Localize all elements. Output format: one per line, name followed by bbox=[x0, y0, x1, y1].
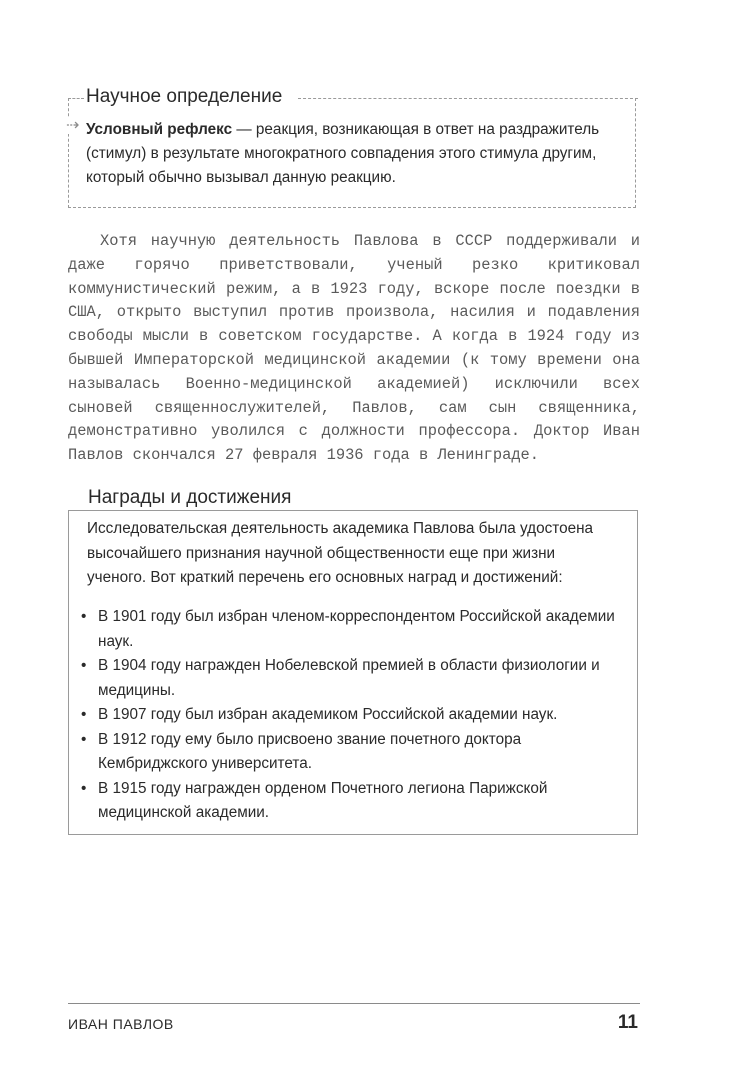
definition-header bbox=[68, 84, 638, 112]
awards-title: Награды и достижения bbox=[88, 487, 292, 508]
bullet-icon: • bbox=[81, 706, 87, 723]
footer-book-title: ИВАН ПАВЛОВ bbox=[68, 1016, 174, 1032]
definition-body: — реакция, возникающая в ответ на раздражитель (стимул) в результате многократного совпадения этого стимула другим, который обычно вызывал данную реакцию. bbox=[86, 121, 600, 186]
definition-box bbox=[68, 84, 638, 210]
definition-title: Научное определение bbox=[86, 86, 296, 108]
bullet-icon: • bbox=[81, 657, 87, 674]
list-item bbox=[81, 703, 621, 728]
definition-text bbox=[86, 118, 620, 190]
definition-header-line-left bbox=[68, 98, 84, 99]
list-item-text: В 1901 году был избран членом-корреспондентом Российской академии наук. bbox=[98, 608, 615, 650]
bullet-icon: • bbox=[81, 730, 87, 748]
list-item bbox=[81, 728, 621, 777]
awards-intro: Исследовательская деятельность академика Павлова была удостоена высочайшего признания научной общественности еще при жизни ученого. Вот краткий перечень его основных наград и достижений: bbox=[87, 520, 594, 586]
page-number: 11 bbox=[617, 1012, 638, 1033]
bullet-icon: • bbox=[81, 608, 87, 625]
list-item bbox=[81, 605, 621, 654]
awards-list bbox=[81, 605, 621, 826]
list-item-text: В 1915 году награжден орденом Почетного легиона Парижской медицинской академии. bbox=[98, 779, 548, 821]
definition-term: Условный рефлекс bbox=[86, 121, 233, 138]
list-item bbox=[81, 777, 621, 826]
main-paragraph: Хотя научную деятельность Павлова в СССР поддерживали и даже горячо приветствовали, ученый резко критиковал коммунистический режим, а в 1923 году, вскоре после поездки в США, открыто выступил против произвола, насилия и подавления свободы мысли в советском государстве. А когда в 1924 году из бывшей Императорской медицинской академии (к тому времени она называлась Военно-медицинской академией) исключили всех сыновей священнослужителей, Павлов, сам сын священника, демонстративно уволился с должности профессора. Доктор Иван Павлов скончался 27 февраля 1936 года в Ленинграде. bbox=[68, 232, 640, 465]
dashed-arrow-icon: ⇢ bbox=[66, 117, 80, 134]
list-item bbox=[81, 654, 621, 703]
list-item-text: В 1907 году был избран академиком Российской академии наук. bbox=[98, 706, 558, 723]
awards-box bbox=[68, 510, 638, 835]
footer-divider bbox=[68, 1003, 640, 1004]
list-item-text: В 1904 году награжден Нобелевской премией в области физиологии и медицины. bbox=[98, 657, 600, 699]
list-item-text: В 1912 году ему было присвоено звание почетного доктора Кембриджского университета. bbox=[98, 730, 522, 772]
definition-header-line bbox=[298, 98, 638, 99]
bullet-icon: • bbox=[81, 779, 87, 797]
